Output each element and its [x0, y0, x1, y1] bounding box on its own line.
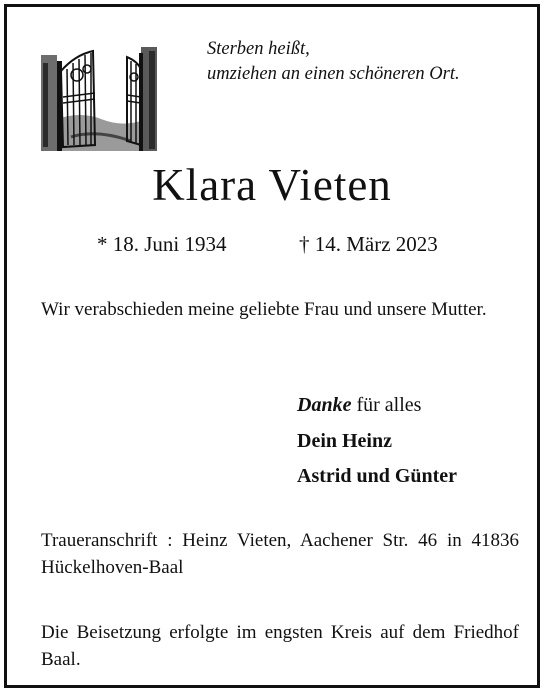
motto-line-1: Sterben heißt, — [207, 39, 310, 59]
thanks-line — [297, 391, 421, 419]
intro-text: Wir verabschieden meine geliebte Frau und unsere Mutter. — [41, 299, 487, 320]
birth-date: * 18. Juni 1934 — [97, 232, 227, 256]
mourning-address: Traueranschrift : Heinz Vieten, Aachener Str. 46 in 41836 Hückelhoven-Baal — [41, 530, 519, 578]
signature-spouse: Dein Heinz — [297, 430, 392, 452]
motto-line-2: umziehen an einen schöneren Ort. — [207, 64, 460, 84]
deceased-name: Klara Vieten — [152, 160, 392, 210]
death-date: † 14. März 2023 — [299, 232, 438, 256]
obituary-frame — [4, 4, 540, 688]
funeral-notice: Die Beisetzung erfolgte im engsten Kreis auf dem Friedhof Baal. — [41, 622, 519, 670]
motto-quote — [207, 37, 527, 87]
open-gate-image — [41, 41, 157, 153]
thanks-rest: für alles — [351, 394, 422, 416]
thanks-emphasis: Danke — [297, 394, 352, 416]
signature-children: Astrid und Günter — [297, 465, 458, 487]
